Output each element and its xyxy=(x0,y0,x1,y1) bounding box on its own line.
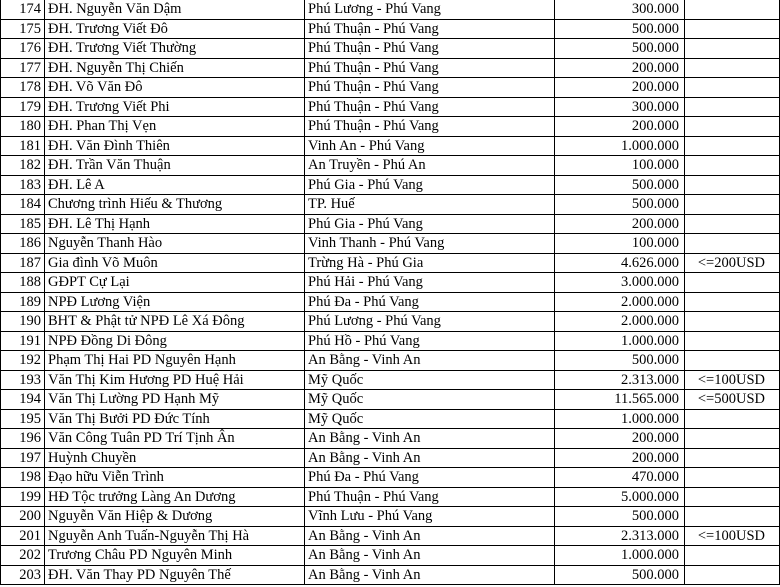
donation-amount: 200.000 xyxy=(555,429,685,449)
donor-address: An Truyền - Phú An xyxy=(305,156,555,176)
row-number: 185 xyxy=(1,214,45,234)
donor-address: Mỹ Quốc xyxy=(305,409,555,429)
row-number: 193 xyxy=(1,370,45,390)
row-number: 178 xyxy=(1,78,45,98)
donor-name: ĐH. Lê A xyxy=(45,175,305,195)
donor-address: Mỹ Quốc xyxy=(305,390,555,410)
donor-name: ĐH. Văn Đình Thiên xyxy=(45,136,305,156)
table-row xyxy=(1,19,780,39)
donor-address: An Bằng - Vinh An xyxy=(305,429,555,449)
donor-address: An Bằng - Vinh An xyxy=(305,546,555,566)
donor-name: GĐPT Cự Lại xyxy=(45,273,305,293)
donation-amount: 500.000 xyxy=(555,507,685,527)
row-number: 184 xyxy=(1,195,45,215)
currency-note xyxy=(685,214,780,234)
currency-note xyxy=(685,117,780,137)
donor-name: Văn Thị Bưởi PD Đức Tính xyxy=(45,409,305,429)
currency-note xyxy=(685,58,780,78)
donor-name: ĐH. Trần Văn Thuận xyxy=(45,156,305,176)
donation-amount: 11.565.000 xyxy=(555,390,685,410)
donor-name: Đạo hữu Viễn Trình xyxy=(45,468,305,488)
donor-name: Nguyễn Thanh Hào xyxy=(45,234,305,254)
donor-name: Văn Thị Kim Hương PD Huệ Hải xyxy=(45,370,305,390)
row-number: 190 xyxy=(1,312,45,332)
donor-name: Văn Công Tuân PD Trí Tịnh Ân xyxy=(45,429,305,449)
currency-note xyxy=(685,351,780,371)
row-number: 183 xyxy=(1,175,45,195)
donor-name: HĐ Tộc trưởng Làng An Dương xyxy=(45,487,305,507)
donation-amount: 3.000.000 xyxy=(555,273,685,293)
currency-note xyxy=(685,195,780,215)
donation-amount: 1.000.000 xyxy=(555,409,685,429)
currency-note xyxy=(685,156,780,176)
table-row xyxy=(1,58,780,78)
row-number: 197 xyxy=(1,448,45,468)
row-number: 198 xyxy=(1,468,45,488)
row-number: 179 xyxy=(1,97,45,117)
row-number: 188 xyxy=(1,273,45,293)
donor-address: An Bằng - Vinh An xyxy=(305,565,555,585)
donation-amount: 2.000.000 xyxy=(555,292,685,312)
donor-name: ĐH. Nguyễn Thị Chiến xyxy=(45,58,305,78)
table-row xyxy=(1,468,780,488)
currency-note xyxy=(685,19,780,39)
table-row xyxy=(1,273,780,293)
donor-address: Phú Đa - Phú Vang xyxy=(305,468,555,488)
donation-amount: 300.000 xyxy=(555,0,685,19)
currency-note: <=500USD xyxy=(685,390,780,410)
donation-amount: 500.000 xyxy=(555,39,685,59)
donor-name: Gia đình Võ Muôn xyxy=(45,253,305,273)
table-row xyxy=(1,97,780,117)
donation-amount: 500.000 xyxy=(555,351,685,371)
row-number: 199 xyxy=(1,487,45,507)
row-number: 187 xyxy=(1,253,45,273)
donation-amount: 1.000.000 xyxy=(555,331,685,351)
currency-note xyxy=(685,546,780,566)
donor-name: ĐH. Nguyễn Văn Dậm xyxy=(45,0,305,19)
table-row xyxy=(1,351,780,371)
table-row xyxy=(1,175,780,195)
donor-name: Văn Thị Lường PD Hạnh Mỹ xyxy=(45,390,305,410)
row-number: 175 xyxy=(1,19,45,39)
donor-name: Nguyễn Anh Tuấn-Nguyễn Thị Hà xyxy=(45,526,305,546)
table-row xyxy=(1,292,780,312)
donation-amount: 300.000 xyxy=(555,97,685,117)
row-number: 180 xyxy=(1,117,45,137)
currency-note xyxy=(685,292,780,312)
row-number: 186 xyxy=(1,234,45,254)
donor-address: Phú Thuận - Phú Vang xyxy=(305,117,555,137)
currency-note xyxy=(685,273,780,293)
donor-address: Phú Thuận - Phú Vang xyxy=(305,39,555,59)
donor-address: Phú Thuận - Phú Vang xyxy=(305,487,555,507)
currency-note xyxy=(685,331,780,351)
donor-name: ĐH. Phan Thị Vẹn xyxy=(45,117,305,137)
table-row xyxy=(1,409,780,429)
donation-amount: 4.626.000 xyxy=(555,253,685,273)
table-row xyxy=(1,214,780,234)
currency-note xyxy=(685,565,780,585)
row-number: 189 xyxy=(1,292,45,312)
donor-address: Phú Hồ - Phú Vang xyxy=(305,331,555,351)
table-row xyxy=(1,487,780,507)
row-number: 191 xyxy=(1,331,45,351)
row-number: 203 xyxy=(1,565,45,585)
donor-address: Mỹ Quốc xyxy=(305,370,555,390)
table-row xyxy=(1,390,780,410)
donor-address: Phú Thuận - Phú Vang xyxy=(305,58,555,78)
donor-address: Phú Đa - Phú Vang xyxy=(305,292,555,312)
donor-address: An Bằng - Vinh An xyxy=(305,448,555,468)
table-row xyxy=(1,234,780,254)
currency-note xyxy=(685,136,780,156)
row-number: 196 xyxy=(1,429,45,449)
table-row xyxy=(1,0,780,19)
table-row xyxy=(1,312,780,332)
row-number: 182 xyxy=(1,156,45,176)
donor-address: Phú Gia - Phú Vang xyxy=(305,175,555,195)
donor-address: An Bằng - Vinh An xyxy=(305,526,555,546)
donor-address: Phú Gia - Phú Vang xyxy=(305,214,555,234)
currency-note xyxy=(685,78,780,98)
donor-address: Phú Thuận - Phú Vang xyxy=(305,19,555,39)
donor-name: ĐH. Trương Viết Phi xyxy=(45,97,305,117)
table-row xyxy=(1,565,780,585)
donation-amount: 200.000 xyxy=(555,78,685,98)
donor-name: Huỳnh Chuyền xyxy=(45,448,305,468)
donation-amount: 2.313.000 xyxy=(555,370,685,390)
currency-note xyxy=(685,39,780,59)
table-row xyxy=(1,117,780,137)
donation-amount: 500.000 xyxy=(555,175,685,195)
donor-name: NPĐ Đồng Di Đông xyxy=(45,331,305,351)
donation-amount: 1.000.000 xyxy=(555,136,685,156)
donation-amount: 100.000 xyxy=(555,234,685,254)
row-number: 177 xyxy=(1,58,45,78)
donation-amount: 200.000 xyxy=(555,448,685,468)
table-row xyxy=(1,253,780,273)
row-number: 181 xyxy=(1,136,45,156)
currency-note xyxy=(685,429,780,449)
table-row xyxy=(1,507,780,527)
table-row xyxy=(1,195,780,215)
donor-name: ĐH. Văn Thay PD Nguyên Thế xyxy=(45,565,305,585)
currency-note xyxy=(685,312,780,332)
currency-note xyxy=(685,468,780,488)
donor-address: An Bằng - Vinh An xyxy=(305,351,555,371)
donor-name: Trương Châu PD Nguyên Minh xyxy=(45,546,305,566)
donor-name: NPĐ Lương Viện xyxy=(45,292,305,312)
row-number: 195 xyxy=(1,409,45,429)
row-number: 201 xyxy=(1,526,45,546)
row-number: 174 xyxy=(1,0,45,19)
donation-amount: 2.313.000 xyxy=(555,526,685,546)
donation-amount: 200.000 xyxy=(555,58,685,78)
donor-address: Phú Thuận - Phú Vang xyxy=(305,97,555,117)
donation-amount: 100.000 xyxy=(555,156,685,176)
donor-name: ĐH. Trương Viết Đô xyxy=(45,19,305,39)
donor-address: Phú Thuận - Phú Vang xyxy=(305,78,555,98)
row-number: 200 xyxy=(1,507,45,527)
donor-address: Phú Lương - Phú Vang xyxy=(305,312,555,332)
table-row xyxy=(1,448,780,468)
currency-note xyxy=(685,175,780,195)
currency-note xyxy=(685,409,780,429)
table-row xyxy=(1,331,780,351)
currency-note: <=100USD xyxy=(685,370,780,390)
table-row xyxy=(1,546,780,566)
row-number: 192 xyxy=(1,351,45,371)
currency-note xyxy=(685,507,780,527)
donor-name: ĐH. Trương Viết Thường xyxy=(45,39,305,59)
table-row xyxy=(1,78,780,98)
donation-amount: 500.000 xyxy=(555,565,685,585)
donor-name: ĐH. Võ Văn Đô xyxy=(45,78,305,98)
donation-amount: 500.000 xyxy=(555,195,685,215)
donor-name: BHT & Phật tử NPĐ Lê Xá Đông xyxy=(45,312,305,332)
donor-name: Chương trình Hiếu & Thương xyxy=(45,195,305,215)
donor-address: TP. Huế xyxy=(305,195,555,215)
donation-amount: 200.000 xyxy=(555,117,685,137)
currency-note xyxy=(685,234,780,254)
currency-note: <=200USD xyxy=(685,253,780,273)
table-row xyxy=(1,156,780,176)
currency-note xyxy=(685,0,780,19)
donor-name: ĐH. Lê Thị Hạnh xyxy=(45,214,305,234)
currency-note: <=100USD xyxy=(685,526,780,546)
donation-amount: 200.000 xyxy=(555,214,685,234)
table-row xyxy=(1,39,780,59)
row-number: 202 xyxy=(1,546,45,566)
row-number: 176 xyxy=(1,39,45,59)
donor-address: Vinh Thanh - Phú Vang xyxy=(305,234,555,254)
row-number: 194 xyxy=(1,390,45,410)
donor-address: Vĩnh Lưu - Phú Vang xyxy=(305,507,555,527)
donation-amount: 5.000.000 xyxy=(555,487,685,507)
table-row xyxy=(1,429,780,449)
donation-amount: 500.000 xyxy=(555,19,685,39)
currency-note xyxy=(685,448,780,468)
donation-amount: 2.000.000 xyxy=(555,312,685,332)
table-row xyxy=(1,370,780,390)
donor-name: Phạm Thị Hai PD Nguyên Hạnh xyxy=(45,351,305,371)
donation-amount: 470.000 xyxy=(555,468,685,488)
donor-name: Nguyễn Văn Hiệp & Dương xyxy=(45,507,305,527)
donor-address: Trừng Hà - Phú Gia xyxy=(305,253,555,273)
donor-address: Phú Hải - Phú Vang xyxy=(305,273,555,293)
currency-note xyxy=(685,97,780,117)
donor-address: Vinh An - Phú Vang xyxy=(305,136,555,156)
donation-amount: 1.000.000 xyxy=(555,546,685,566)
table-row xyxy=(1,136,780,156)
currency-note xyxy=(685,487,780,507)
donor-address: Phú Lương - Phú Vang xyxy=(305,0,555,19)
table-row xyxy=(1,526,780,546)
